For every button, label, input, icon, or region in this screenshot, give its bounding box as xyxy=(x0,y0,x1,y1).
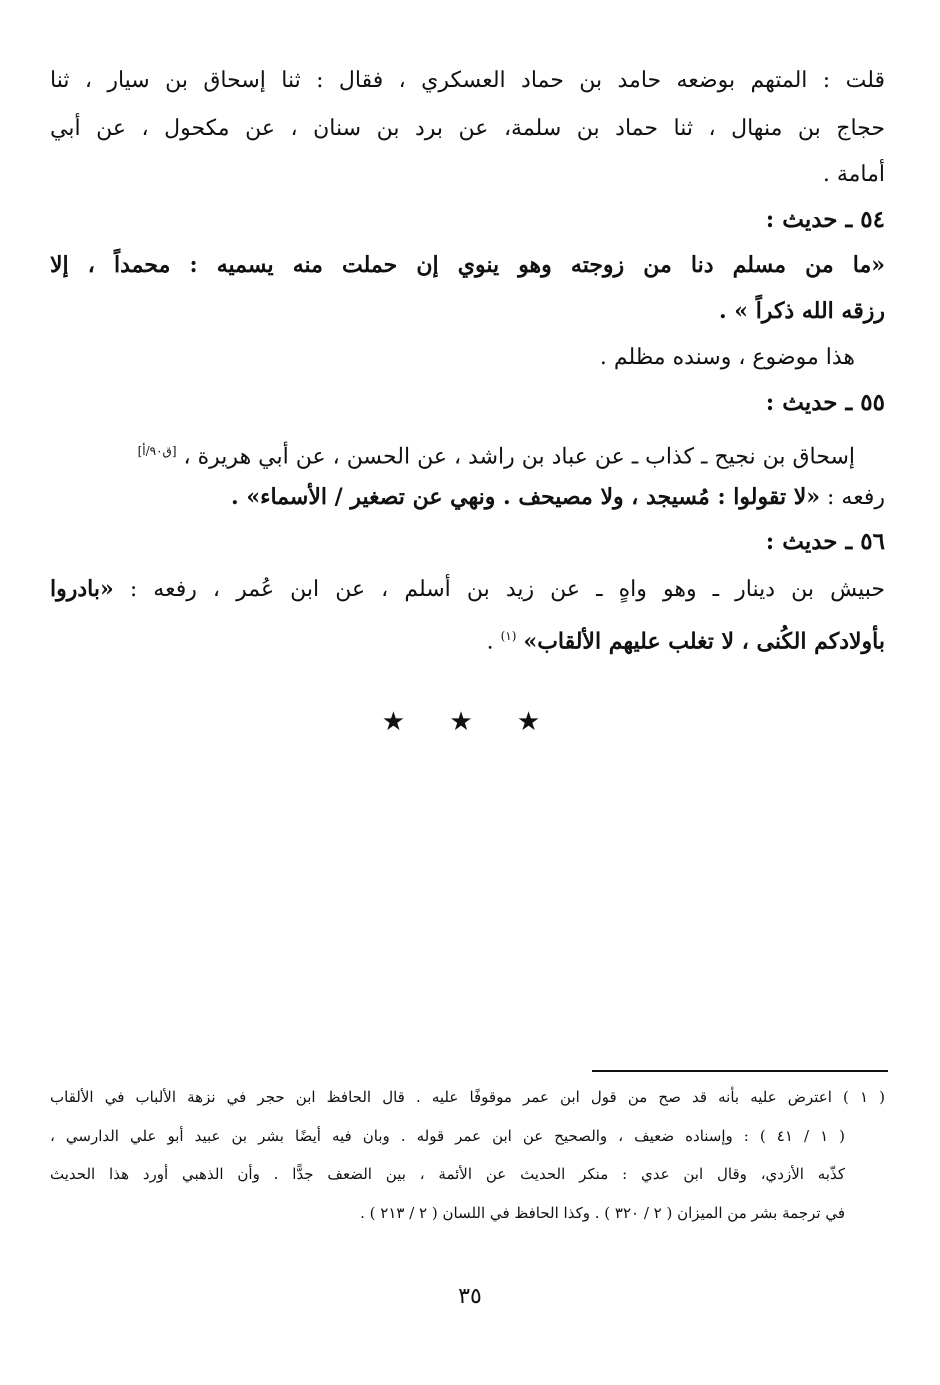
hadith-54-text: رزقه الله ذكراً » . xyxy=(718,298,885,324)
hadith-55-text xyxy=(50,482,885,513)
hadith-56-matn-start: «بادروا xyxy=(50,576,114,602)
hadith-54-comment: هذا موضوع ، وسنده مظلم . xyxy=(599,345,855,370)
hadith-56-heading: ٥٦ ـ حديث : xyxy=(765,528,885,555)
manuscript-folio-marker: [ق٩٠/أ] xyxy=(137,444,177,458)
hadith-56-matn: بأولادكم الكُنى ، لا تغلب عليهم الألقاب» xyxy=(523,628,885,655)
hadith-55-matn: «لا تقولوا : مُسيجد ، ولا مصيحف . ونهي عن تصغير / الأسماء» . xyxy=(231,484,821,510)
rafaahu-label: رفعه : xyxy=(827,485,885,510)
footnote-reference: (١) xyxy=(500,629,517,643)
section-separator: ★ ★ ★ xyxy=(381,707,559,737)
isnad-text: حبيش بن دينار ـ وهو واهٍ ـ عن زيد بن أسلم ، عن ابن عُمر ، رفعه : xyxy=(129,577,885,602)
hadith-55-isnad xyxy=(50,436,855,472)
hadith-54-text: «ما من مسلم دنا من زوجته وهو ينوي إن حملت منه يسميه : محمداً ، إلا xyxy=(50,252,885,278)
isnad-text: إسحاق بن نجيح ـ كذاب ـ عن عباد بن راشد ، عن الحسن ، عن أبي هريرة ، xyxy=(183,444,855,470)
footnote-line: في ترجمة بشر من الميزان ( ٢ / ٣٢٠ ) . وكذا الحافظ في اللسان ( ٢ / ٢١٣ ) . xyxy=(360,1204,845,1222)
text-line: أمامة . xyxy=(822,162,885,187)
footnote-divider xyxy=(592,1070,888,1072)
footnote-line: ( ١ ) اعترض عليه بأنه قد صح من قول ابن عمر موقوفًا عليه . قال الحافظ ابن حجر في نزهة الألباب في الألقاب xyxy=(50,1088,886,1106)
hadith-56-text xyxy=(50,621,885,657)
sentence-end: . xyxy=(486,629,494,655)
page-number: ٣٥ xyxy=(458,1284,482,1309)
hadith-55-heading: ٥٥ ـ حديث : xyxy=(765,389,885,416)
hadith-54-heading: ٥٤ ـ حديث : xyxy=(765,206,885,233)
footnote-line: كذّبه الأزدي، وقال ابن عدي : منكر الحديث عن الأئمة ، بين الضعف جدًّا . وأن الذهبي أورد هذا الحديث xyxy=(50,1165,845,1183)
text-line: حجاج بن منهال ، ثنا حماد بن سلمة، عن برد بن سنان ، عن مكحول ، عن أبي xyxy=(50,116,885,141)
hadith-56-isnad xyxy=(50,574,885,605)
footnote-line: ( ١ / ٤١ ) : وإسناده ضعيف ، والصحيح عن ابن عمر قوله . وبان فيه أيضًا بشر بن عبيد أبو علي الدارسي ، xyxy=(50,1127,846,1145)
text-line: قلت : المتهم بوضعه حامد بن حماد العسكري ، فقال : ثنا إسحاق بن سيار ، ثنا xyxy=(50,68,885,93)
